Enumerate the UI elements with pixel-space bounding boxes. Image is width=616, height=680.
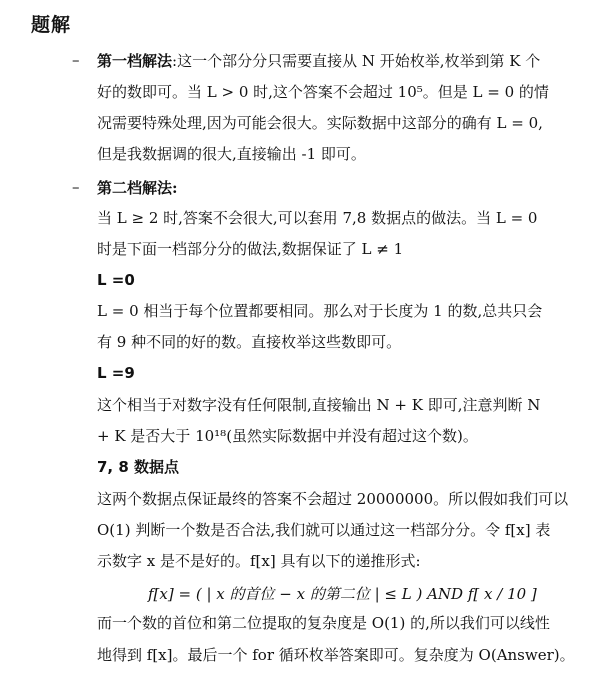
section-1-line-1-text: :这一个部分分只需要直接从 N 开始枚举,枚举到第 K 个 xyxy=(172,52,541,70)
bullet-dash-2: – xyxy=(72,178,80,196)
section-1-line-1 xyxy=(97,52,540,71)
section-1-line-3: 况需要特殊处理,因为可能会很大。实际数据中这部分的确有 L = 0, xyxy=(97,114,543,132)
section-1-line-2: 好的数即可。当 L > 0 时,这个答案不会超过 10⁵。但是 L = 0 的情 xyxy=(97,83,549,101)
recurrence-formula: f[x] = ( | x 的首位 − x 的第二位 | ≤ L ) AND f[ x / 10 ] xyxy=(148,585,537,603)
subheading-78: 7, 8 数据点 xyxy=(97,458,180,476)
section-2-line-3: L = 0 相当于每个位置都要相同。那么对于长度为 1 的数,总共只会 xyxy=(97,302,543,320)
subheading-l9: L =9 xyxy=(97,364,135,382)
section-2-line-9: 示数字 x 是不是好的。f[x] 具有以下的递推形式: xyxy=(97,552,421,570)
section-2-line-5: 这个相当于对数字没有任何限制,直接输出 N + K 即可,注意判断 N xyxy=(97,396,541,414)
section-2-line-1: 当 L ≥ 2 时,答案不会很大,可以套用 7,8 数据点的做法。当 L = 0 xyxy=(97,209,538,227)
section-2-line-8: O(1) 判断一个数是否合法,我们就可以通过这一档部分分。令 f[x] 表 xyxy=(97,521,551,539)
section-2-line-4: 有 9 种不同的好的数。直接枚举这些数即可。 xyxy=(97,333,402,351)
bullet-dash-1: – xyxy=(72,51,80,69)
section-2-line-6: + K 是否大于 10¹⁸(虽然实际数据中并没有超过这个数)。 xyxy=(97,427,478,445)
section-2-title-text: 第二档解法: xyxy=(97,179,178,197)
section-2-line-11: 地得到 f[x]。最后一个 for 循环枚举答案即可。复杂度为 O(Answer)。 xyxy=(97,646,575,664)
section-2-line-2: 时是下面一档部分分的做法,数据保证了 L ≠ 1 xyxy=(97,240,404,258)
section-1-line-4: 但是我数据调的很大,直接输出 -1 即可。 xyxy=(97,145,366,163)
section-2-line-10: 而一个数的首位和第二位提取的复杂度是 O(1) 的,所以我们可以线性 xyxy=(97,614,550,632)
section-2-title xyxy=(97,179,178,198)
page-heading: 题解 xyxy=(31,14,72,36)
section-2-line-7: 这两个数据点保证最终的答案不会超过 20000000。所以假如我们可以 xyxy=(97,490,569,508)
section-1-title: 第一档解法 xyxy=(97,52,173,70)
subheading-l0: L =0 xyxy=(97,271,135,289)
